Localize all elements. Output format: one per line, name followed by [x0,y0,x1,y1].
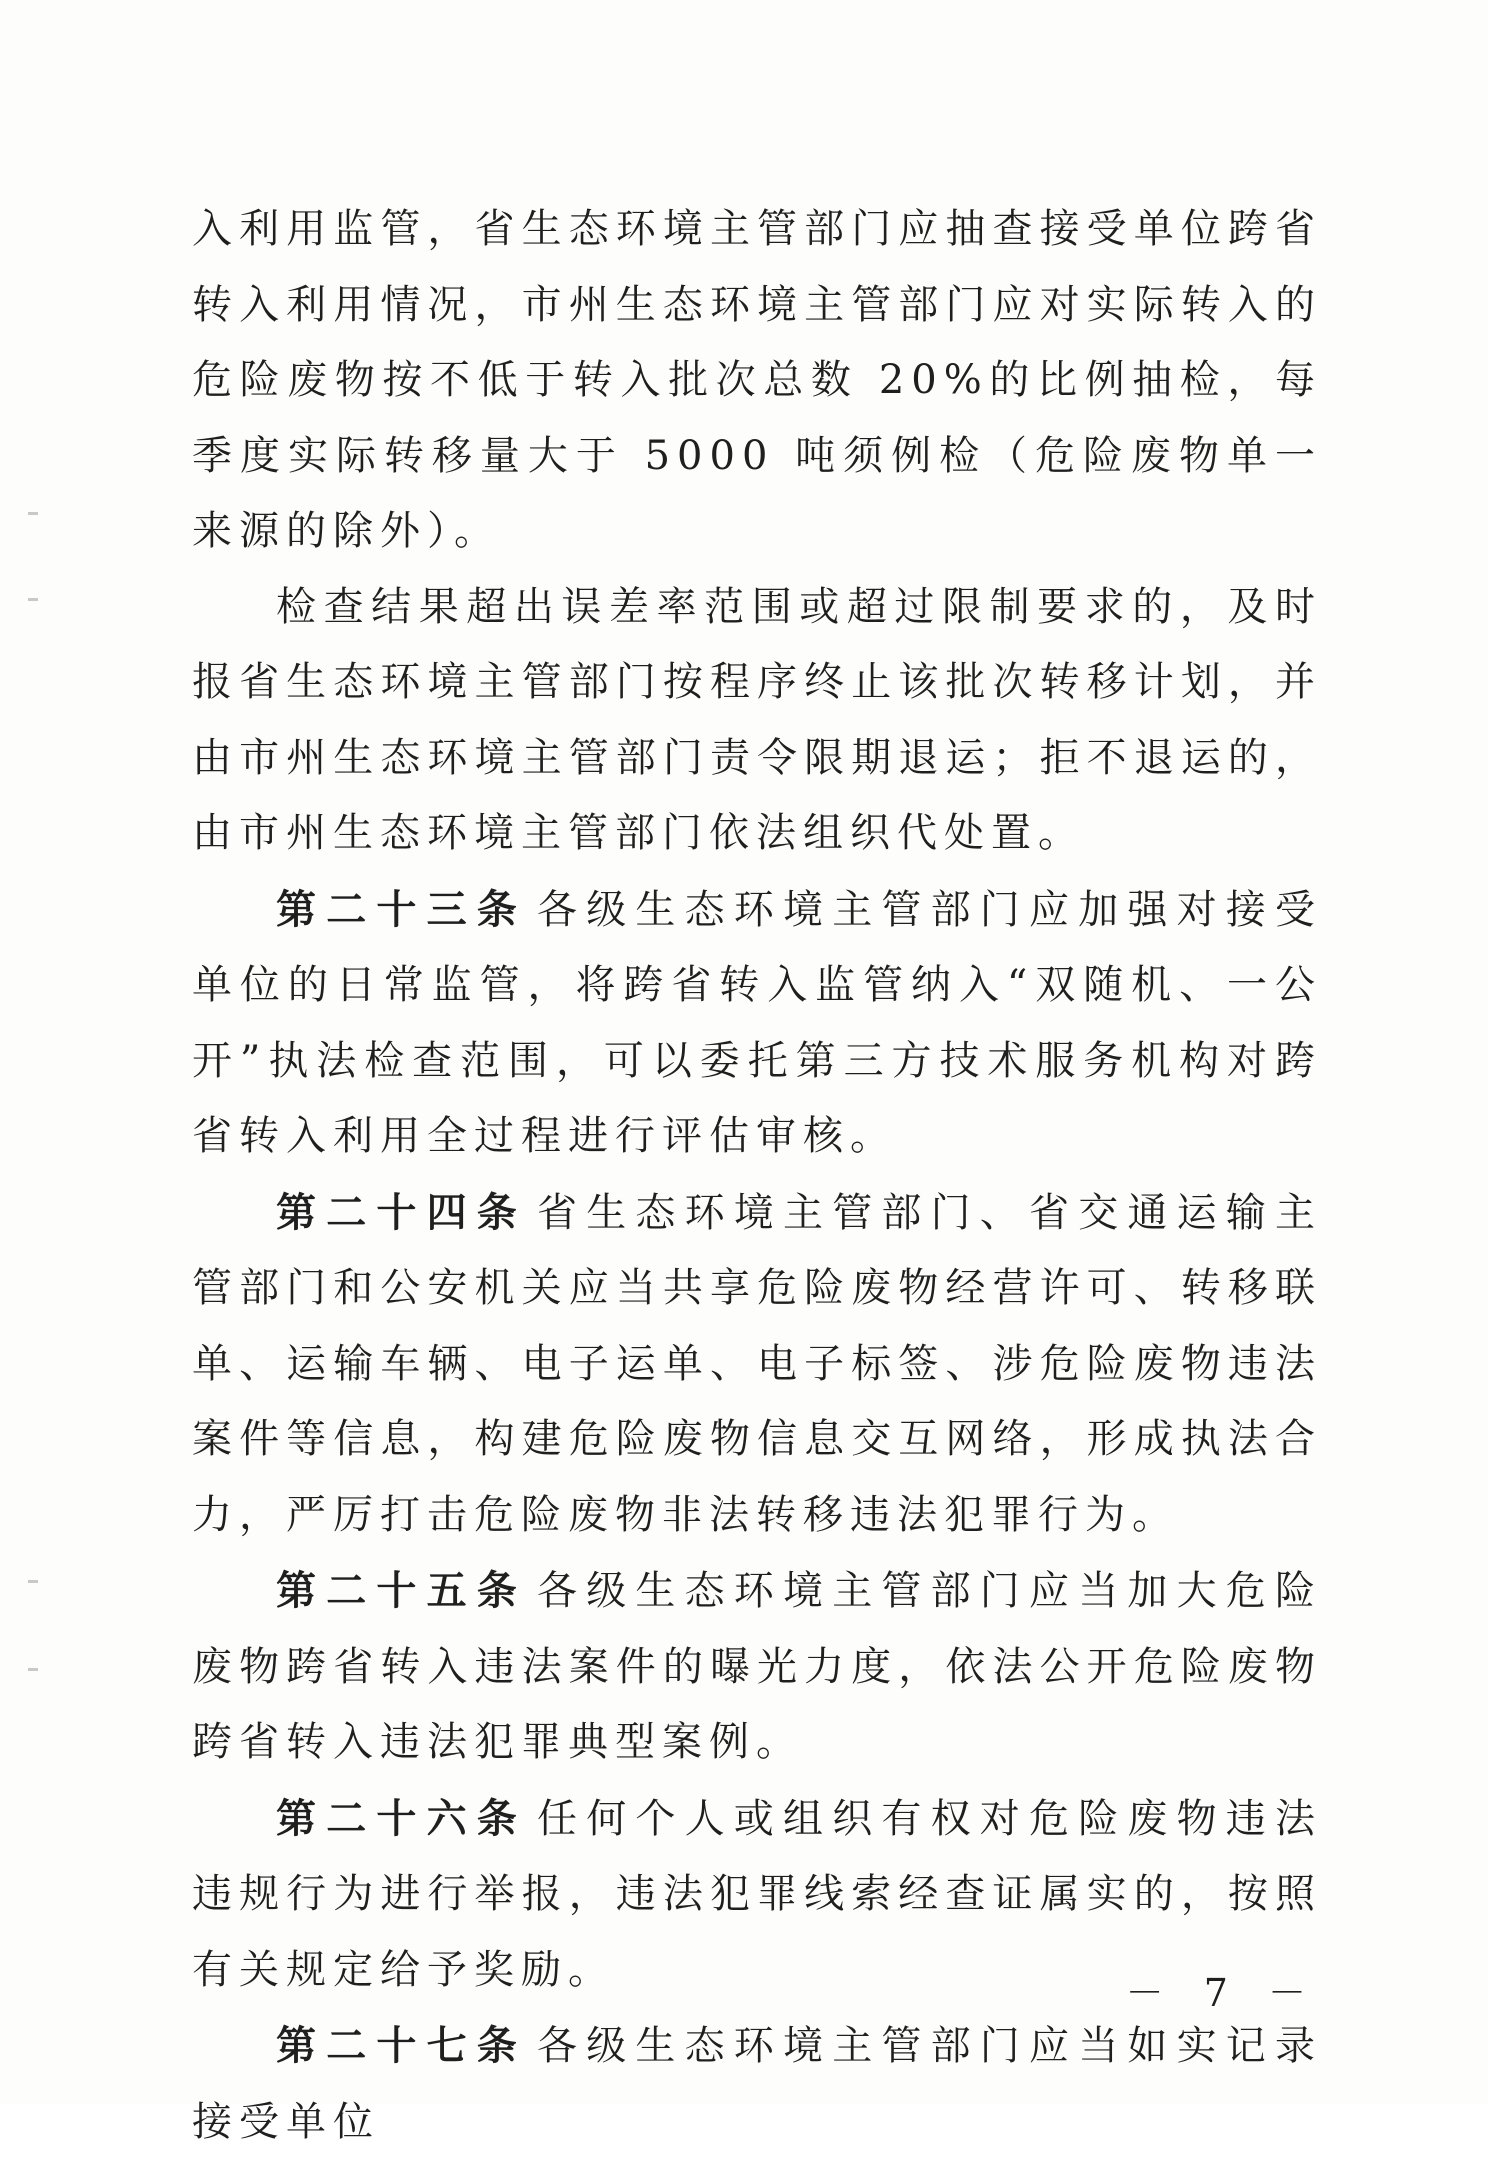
scan-mark [28,512,38,515]
paragraph-article-23 [192,872,1322,1175]
article-number: 第二十七条 [276,2022,527,2069]
paragraph-text: 各级生态环境主管部门应加强对接受单位的日常监管，将跨省转入监管纳入“双随机、一公开”执法检查范围，可以委托第三方技术服务机构对跨省转入利用全过程进行评估审核。 [192,886,1322,1159]
paragraph-text: 各级生态环境主管部门应当如实记录接受单位 [192,2023,1322,2145]
paragraph-text: 省生态环境主管部门、省交通运输主管部门和公安机关应当共享危险废物经营许可、转移联单、运输车辆、电子运单、电子标签、涉危险废物违法案件等信息，构建危险废物信息交互网络，形成执法合力，严厉打击危险废物非法转移违法犯罪行为。 [192,1189,1322,1538]
article-number: 第二十四条 [276,1188,527,1236]
paragraph-article-27 [192,2008,1322,2160]
paragraph-article-25 [192,1553,1322,1781]
paragraph-text: 各级生态环境主管部门应当加大危险废物跨省转入违法案件的曝光力度，依法公开危险废物跨省转入违法犯罪典型案例。 [192,1568,1322,1765]
paragraph-text: 入利用监管，省生态环境主管部门应抽查接受单位跨省转入利用情况，市州生态环境主管部门应对实际转入的危险废物按不低于转入批次总数 20%的比例抽检，每季度实际转移量大于 5000 吨须例检（危险废物单一来源的除外）。 [192,206,1322,554]
paragraph-text: 检查结果超出误差率范围或超过限制要求的，及时报省生态环境主管部门按程序终止该批次转移计划，并由市州生态环境主管部门责令限期退运；拒不退运的，由市州生态环境主管部门依法组织代处置。 [192,583,1322,856]
article-number: 第二十五条 [276,1567,527,1614]
paragraph-inspection-result [192,570,1322,872]
scan-mark [28,598,38,601]
scan-mark [28,1668,38,1671]
paragraph-continuation [192,192,1322,570]
paragraph-article-24 [192,1175,1322,1554]
document-body [192,192,1322,2160]
article-number: 第二十三条 [276,885,527,933]
scan-mark [28,1580,38,1583]
paragraph-text: 任何个人或组织有权对危险废物违法违规行为进行举报，违法犯罪线索经查证属实的，按照有关规定给予奖励。 [192,1795,1322,1993]
article-number: 第二十六条 [276,1794,527,1842]
page-number: － 7 － [1125,1971,1320,2015]
